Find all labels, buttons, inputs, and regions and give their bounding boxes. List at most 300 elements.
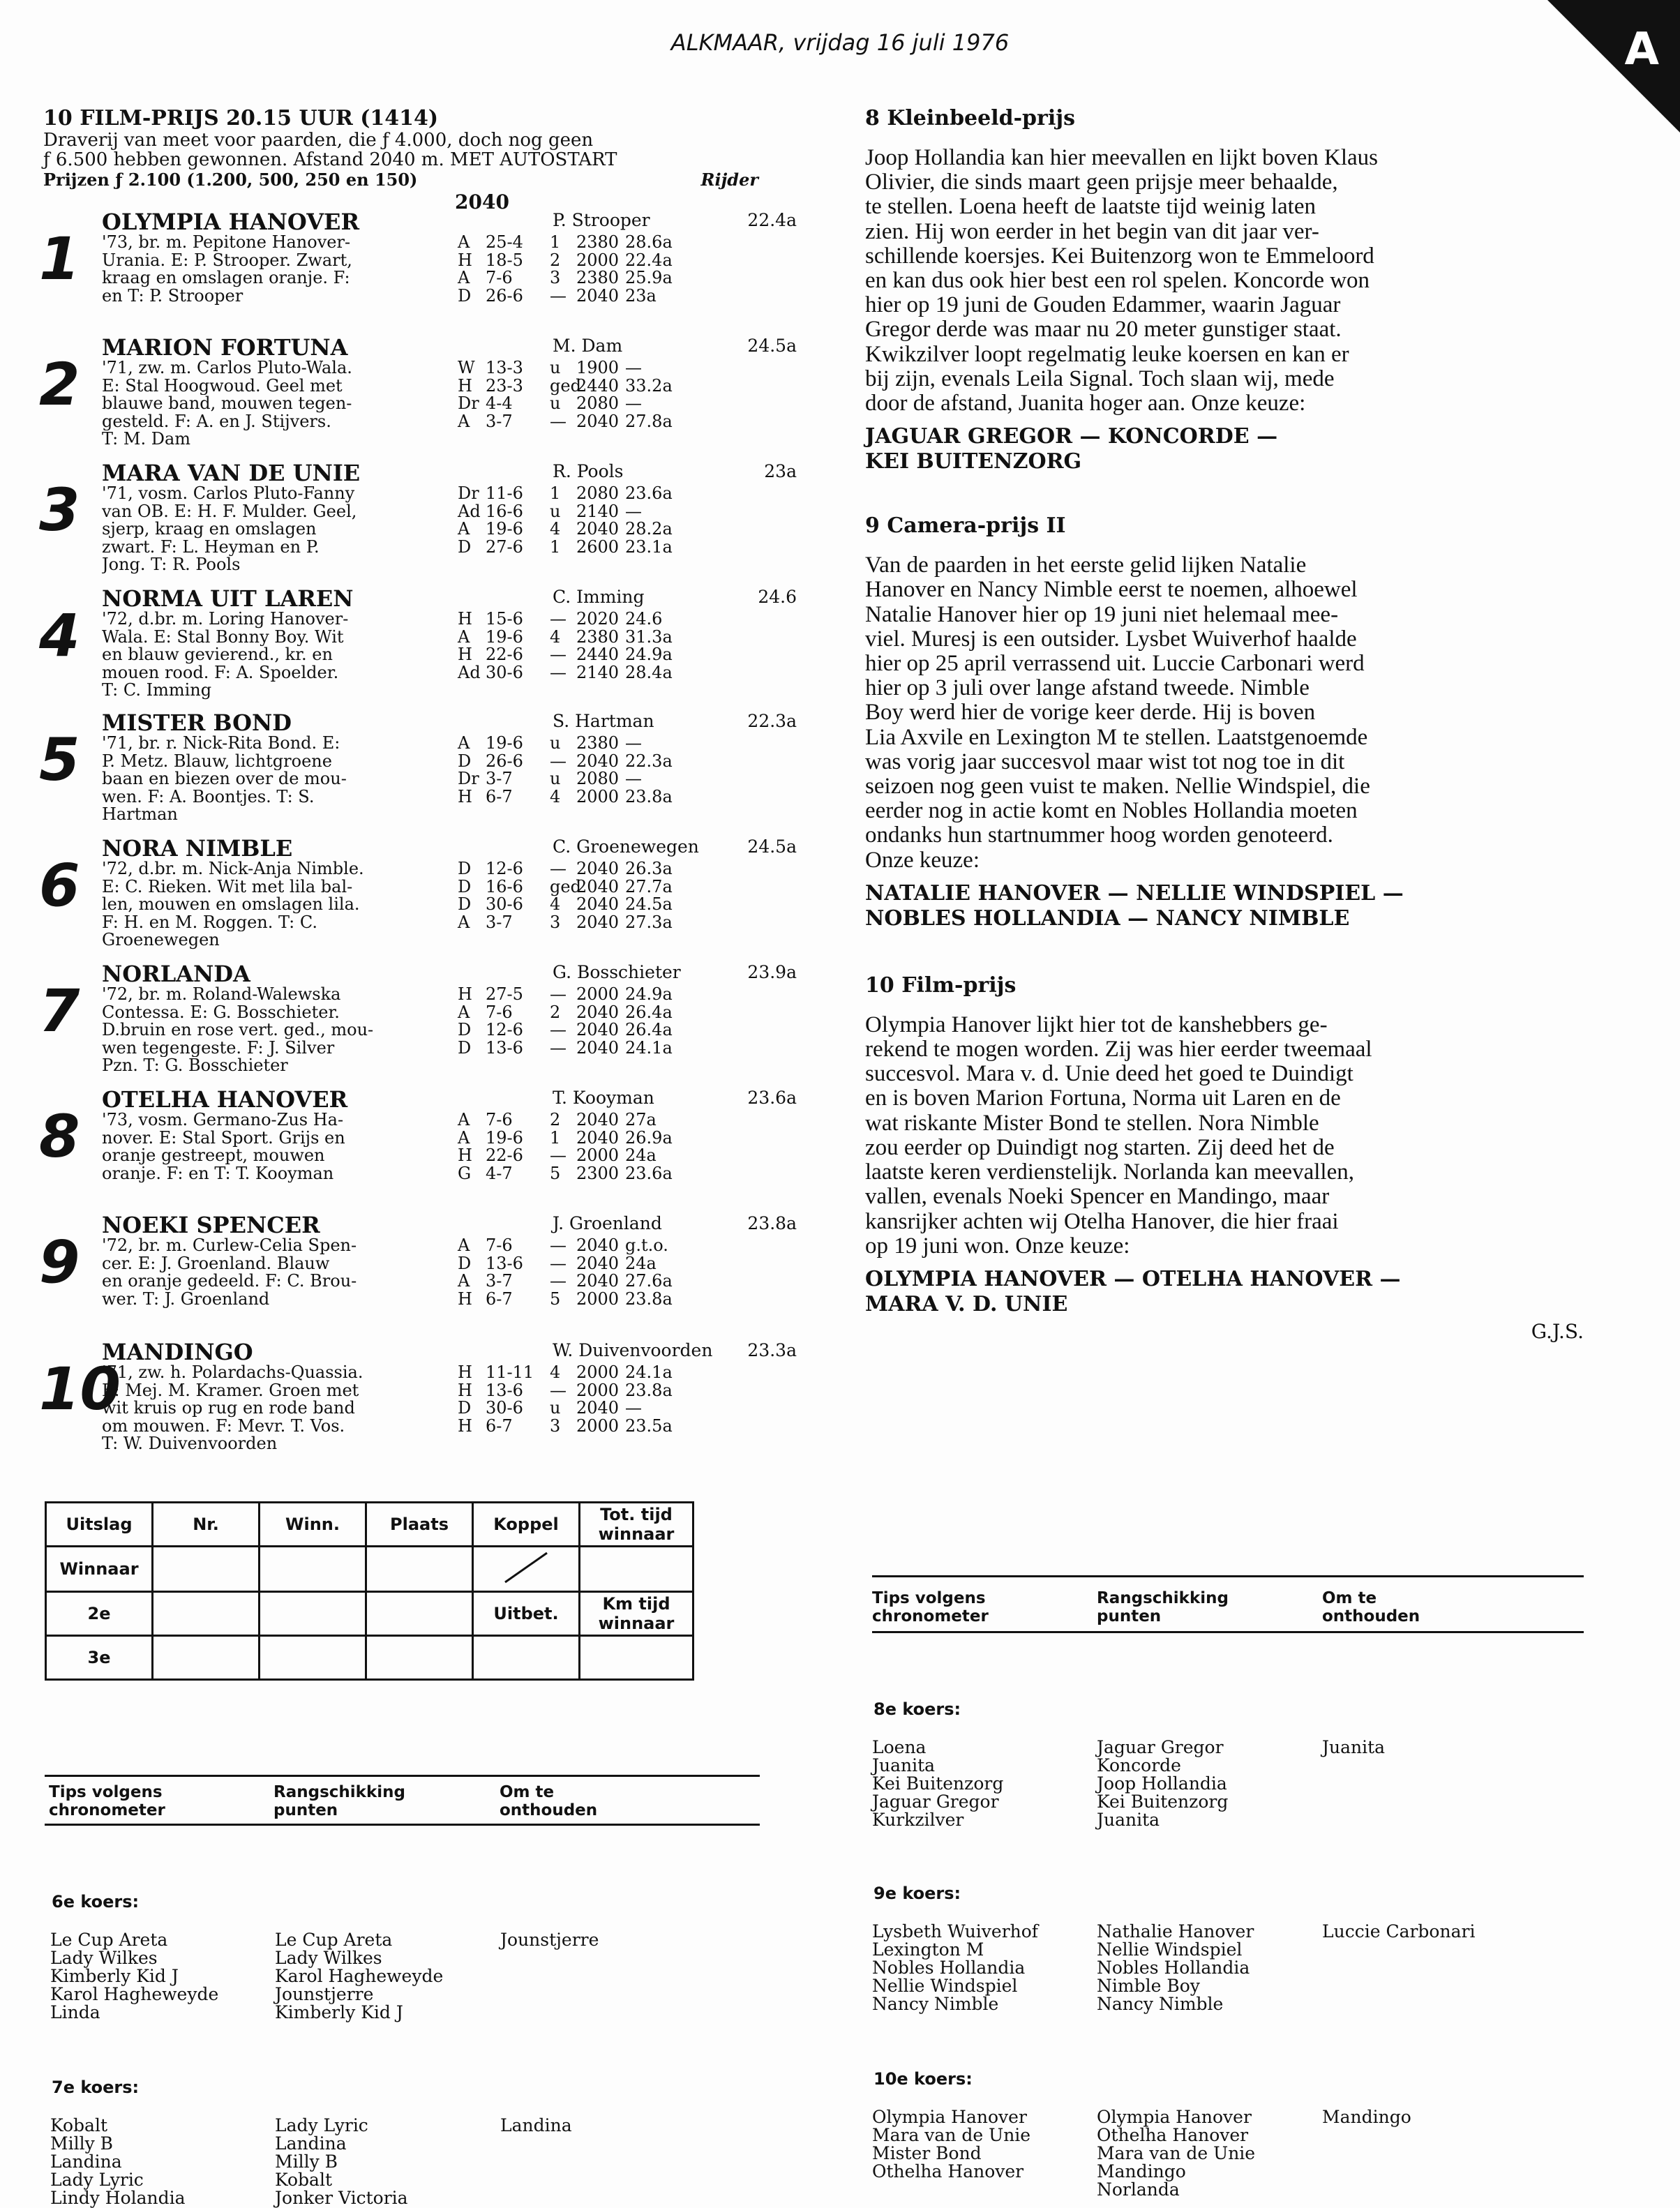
- article-line: wat riskante Mister Bond te stellen. Nora Nimble: [865, 1110, 1319, 1136]
- start-number: 5: [39, 726, 80, 794]
- result-row-label: 3e: [46, 1636, 153, 1680]
- description-line: baan en biezen over de mou-: [102, 770, 347, 788]
- tip-horse: Mister Bond: [872, 2143, 982, 2163]
- run-row: [458, 735, 800, 753]
- description-line: '71, zw. m. Carlos Pluto-Wala.: [102, 359, 352, 377]
- description-line: P. Metz. Blauw, lichtgroene: [102, 752, 332, 770]
- tip-horse: Kei Buitenzorg: [872, 1773, 1004, 1794]
- tip-horse: Mara van de Unie: [1097, 2143, 1256, 2163]
- description-line: nover. E: Stal Sport. Grijs en: [102, 1129, 345, 1147]
- description-line: Jong. T: R. Pools: [102, 556, 241, 574]
- article-line: Van de paarden in het eerste gelid lijken Natalie: [865, 553, 1307, 578]
- article-picks: [865, 424, 1584, 474]
- result-header: Winn.: [260, 1503, 366, 1547]
- description-line: gesteld. F: A. en J. Stijvers.: [102, 412, 331, 430]
- run-cell: 23.1a: [625, 536, 673, 557]
- tip-horse: Koncorde: [1097, 1755, 1181, 1775]
- run-cell: 1900: [576, 358, 620, 377]
- tip-horse: Lysbeth Wuiverhof: [872, 1921, 1039, 1942]
- run-cell: D: [458, 285, 472, 306]
- run-cell: 27.8a: [625, 411, 673, 431]
- article-line: laatste keren verdienstelijk. Norlanda kan meevallen,: [865, 1159, 1354, 1185]
- article-line: Gregor derde was maar nu 20 meter gunstiger staat.: [865, 317, 1342, 343]
- run-cell: H: [458, 786, 472, 806]
- race-label: 7e koers:: [52, 2078, 140, 2097]
- run-cell: A: [458, 411, 470, 431]
- tips-punten: [1097, 2108, 1255, 2199]
- run-cell: 7-6: [486, 1236, 513, 1255]
- run-cell: 4: [550, 786, 561, 806]
- run-cell: 24.9a: [625, 645, 673, 664]
- article-line: hier op 25 april verrassend uit. Luccie Carbonari werd: [865, 651, 1365, 677]
- run-cell: H: [458, 645, 472, 664]
- article-line: Joop Hollandia kan hier meevallen en lijkt boven Klaus: [865, 145, 1378, 170]
- article-line: en is boven Marion Fortuna, Norma uit Laren en de: [865, 1086, 1341, 1111]
- race-label: 10e koers:: [873, 2069, 973, 2089]
- description-line: wen tegengeste. F: J. Silver: [102, 1039, 335, 1057]
- run-row: [458, 664, 800, 682]
- description-line: D.bruin en rose vert. ged., mou-: [102, 1021, 374, 1039]
- tip-horse: Othelha Hanover: [872, 2161, 1024, 2181]
- result-row-label: 2e: [46, 1592, 153, 1636]
- run-cell: 30-6: [486, 1398, 523, 1418]
- description-line: Pzn. T: G. Bosschieter: [102, 1057, 288, 1075]
- run-cell: 22.3a: [625, 751, 673, 771]
- run-cell: 2040: [576, 751, 620, 771]
- description-line: en T: P. Strooper: [102, 287, 243, 305]
- recent-runs: [458, 986, 800, 1057]
- uitbet-label: Uitbet.: [473, 1592, 580, 1636]
- tip-horse: Nancy Nimble: [872, 1994, 999, 2014]
- run-cell: H: [458, 1362, 472, 1382]
- run-row: [458, 1382, 800, 1400]
- run-cell: 2040: [576, 912, 620, 932]
- run-cell: A: [458, 912, 470, 932]
- run-cell: u: [550, 393, 561, 413]
- run-cell: 28.4a: [625, 662, 673, 682]
- run-row: [458, 896, 800, 914]
- tips-punten: [275, 2117, 408, 2207]
- description-line: '72, br. m. Curlew-Celia Spen-: [102, 1237, 357, 1255]
- article-line: was vorig jaar succesvol maar wist tot nog toe in dit: [865, 749, 1345, 774]
- result-cell: [153, 1547, 260, 1592]
- record-time: 22.3a: [747, 711, 797, 731]
- horse-description: [102, 610, 493, 700]
- run-row: [458, 1039, 800, 1058]
- tip-horse: Kimberly Kid J: [50, 1966, 179, 1986]
- run-cell: 1: [550, 1127, 561, 1148]
- tip-horse: Kobalt: [275, 2170, 333, 2190]
- recent-runs: [458, 610, 800, 682]
- pick-line: MARA V. D. UNIE: [865, 1291, 1068, 1316]
- tips-chrono: [50, 2117, 186, 2207]
- corner-letter: A: [1624, 24, 1659, 75]
- tip-horse: Kurkzilver: [872, 1810, 964, 1830]
- tip-horse: Lady Lyric: [275, 2115, 368, 2135]
- run-cell: 26.4a: [625, 1002, 673, 1022]
- run-cell: 2040: [576, 876, 620, 896]
- article-line: te stellen. Loena heeft de laatste tijd weinig laten: [865, 194, 1316, 220]
- description-line: T: W. Duivenvoorden: [102, 1435, 278, 1453]
- record-time: 23a: [764, 461, 797, 481]
- description-line: van OB. E: H. F. Mulder. Geel,: [102, 502, 357, 520]
- description-line: en blauw gevierend., kr. en: [102, 646, 333, 664]
- result-cell: [580, 1636, 693, 1680]
- run-cell: 27.6a: [625, 1271, 673, 1291]
- run-cell: 2040: [576, 859, 620, 878]
- run-cell: u: [550, 358, 561, 377]
- run-cell: 26.4a: [625, 1020, 673, 1039]
- article-title: 9 Camera-prijs II: [865, 513, 1066, 539]
- run-cell: 4: [550, 519, 561, 539]
- tip-horse: Jaguar Gregor: [1097, 1737, 1224, 1757]
- tips-onthouden: [500, 2117, 572, 2135]
- run-cell: D: [458, 876, 472, 896]
- run-cell: 3-7: [486, 1271, 513, 1291]
- description-line: '73, br. m. Pepitone Hanover-: [102, 234, 351, 252]
- tip-horse: Milly B: [50, 2133, 114, 2154]
- article-line: en kan dus ook hier best een rol spelen. Koncorde won: [865, 268, 1370, 294]
- article-line: ondanks hun startnummer hoog worden genoteerd.: [865, 823, 1333, 848]
- tips-header-chrono: Tips volgens chronometer: [872, 1589, 989, 1625]
- result-cell: [580, 1547, 693, 1592]
- run-cell: 24.9a: [625, 984, 673, 1004]
- run-cell: 2040: [576, 1253, 620, 1273]
- run-cell: 5: [550, 1289, 561, 1309]
- run-cell: —: [550, 1271, 567, 1291]
- horse-description: [102, 359, 493, 449]
- pick-line: KEI BUITENZORG: [865, 449, 1082, 474]
- run-cell: 4: [550, 626, 561, 647]
- result-cell: [260, 1636, 366, 1680]
- run-cell: 4-7: [486, 1163, 513, 1183]
- run-cell: 24a: [625, 1146, 657, 1165]
- run-cell: D: [458, 1037, 472, 1058]
- run-cell: 1: [550, 536, 561, 557]
- result-row-label: Winnaar: [46, 1547, 153, 1592]
- run-cell: 12-6: [486, 1020, 523, 1039]
- horse-name: NORMA UIT LAREN: [102, 585, 354, 612]
- recent-runs: [458, 1111, 800, 1182]
- run-cell: 2020: [576, 609, 620, 629]
- run-cell: 24a: [625, 1253, 657, 1273]
- article-line: seizoen nog geen vuist te maken. Nellie Windspiel, die: [865, 774, 1370, 799]
- run-cell: —: [550, 1380, 567, 1400]
- run-cell: D: [458, 894, 472, 914]
- run-cell: 7-6: [486, 1110, 513, 1129]
- description-line: '73, vosm. Germano-Zus Ha-: [102, 1111, 344, 1129]
- km-time-label: Km tijd winnaar: [580, 1592, 693, 1636]
- run-cell: 18-5: [486, 250, 523, 270]
- description-line: zwart. F: L. Heyman en P.: [102, 538, 320, 556]
- tip-horse: Nobles Hollandia: [872, 1958, 1026, 1978]
- rider-name: G. Bosschieter: [553, 962, 681, 982]
- run-cell: 11-6: [486, 483, 523, 503]
- run-cell: A: [458, 519, 470, 539]
- description-line: oranje gestreept, mouwen: [102, 1147, 325, 1165]
- divider: [872, 1631, 1584, 1633]
- horse-name: MARA VAN DE UNIE: [102, 460, 361, 486]
- pick-line: NOBLES HOLLANDIA — NANCY NIMBLE: [865, 906, 1350, 931]
- horse-description: [102, 1111, 493, 1182]
- run-cell: 28.2a: [625, 519, 673, 539]
- tip-horse: Kimberly Kid J: [275, 2002, 403, 2022]
- run-cell: —: [550, 285, 567, 306]
- run-cell: H: [458, 1289, 472, 1309]
- run-cell: 16-6: [486, 876, 523, 896]
- rider-record: [553, 711, 797, 732]
- run-row: [458, 269, 800, 287]
- description-line: F: H. en M. Roggen. T: C.: [102, 913, 317, 931]
- run-cell: 2000: [576, 1362, 620, 1382]
- article-line: rekend te mogen worden. Zij was hier eerder tweemaal: [865, 1037, 1372, 1062]
- run-cell: 2000: [576, 1289, 620, 1309]
- description-line: Groenewegen: [102, 931, 220, 949]
- run-cell: 24.1a: [625, 1362, 673, 1382]
- run-cell: D: [458, 751, 472, 771]
- run-cell: 2040: [576, 1110, 620, 1129]
- horse-name: NOEKI SPENCER: [102, 1212, 320, 1238]
- start-number: 10: [39, 1355, 121, 1423]
- run-cell: 22-6: [486, 645, 523, 664]
- recent-runs: [458, 860, 800, 931]
- run-cell: A: [458, 1127, 470, 1148]
- run-cell: g.t.o.: [625, 1236, 668, 1255]
- horse-description: [102, 485, 493, 574]
- run-cell: Dr: [458, 393, 479, 413]
- run-cell: 4: [550, 1362, 561, 1382]
- run-row: [458, 646, 800, 664]
- run-row: [458, 503, 800, 521]
- race-label: 9e koers:: [873, 1884, 961, 1903]
- run-row: [458, 914, 800, 932]
- koppel-slash: [473, 1547, 580, 1592]
- run-cell: 23.6a: [625, 1163, 673, 1183]
- run-cell: 2: [550, 1002, 561, 1022]
- description-line: '71, br. r. Nick-Rita Bond. E:: [102, 735, 340, 753]
- description-line: wen. F: A. Boontjes. T: S.: [102, 788, 315, 806]
- run-cell: 2040: [576, 1271, 620, 1291]
- tips-onthouden: [1322, 2108, 1411, 2126]
- run-cell: H: [458, 250, 472, 270]
- race-desc-line: ƒ 6.500 hebben gewonnen. Afstand 2040 m. MET AUTOSTART: [43, 149, 617, 170]
- article-line: hier op 3 juli over lange afstand tweede. Nimble: [865, 675, 1310, 701]
- run-cell: 2440: [576, 645, 620, 664]
- run-cell: 11-11: [486, 1362, 534, 1382]
- result-cell: [366, 1547, 473, 1592]
- run-row: [458, 359, 800, 377]
- run-cell: 26.3a: [625, 859, 673, 878]
- run-cell: 3: [550, 912, 561, 932]
- article-line: Natalie Hanover hier op 19 juni niet helemaal mee-: [865, 601, 1339, 627]
- description-line: E: C. Rieken. Wit met lila bal-: [102, 878, 353, 896]
- run-cell: 12-6: [486, 859, 523, 878]
- run-cell: 13-6: [486, 1253, 523, 1273]
- tip-horse: Mandingo: [1097, 2161, 1186, 2181]
- divider: [45, 1824, 760, 1826]
- article-line: kansrijker achten wij Otelha Hanover, die hier fraai: [865, 1208, 1339, 1234]
- race-desc-line: Draverij van meet voor paarden, die ƒ 4.000, doch nog geen: [43, 130, 594, 151]
- run-cell: 2000: [576, 1146, 620, 1165]
- description-line: en oranje gedeeld. F: C. Brou-: [102, 1272, 357, 1291]
- run-cell: 31.3a: [625, 626, 673, 647]
- rider-name: P. Strooper: [553, 210, 650, 230]
- tip-horse: Kei Buitenzorg: [1097, 1792, 1229, 1812]
- run-cell: —: [625, 769, 642, 788]
- article-picks: [865, 1267, 1584, 1317]
- record-time: 24.5a: [747, 336, 797, 356]
- run-cell: 27-5: [486, 984, 523, 1004]
- run-cell: 30-6: [486, 894, 523, 914]
- description-line: Hartman: [102, 806, 178, 824]
- result-header: Uitslag: [46, 1503, 153, 1547]
- tips-header-punten: Rangschikking punten: [273, 1783, 405, 1819]
- run-row: [458, 287, 800, 306]
- tip-horse: Othelha Hanover: [1097, 2125, 1249, 2145]
- article-line: door de afstand, Juanita hoger aan. Onze keuze:: [865, 391, 1306, 416]
- tip-horse: Karol Hagheweyde: [275, 1966, 444, 1986]
- run-cell: 2380: [576, 626, 620, 647]
- run-cell: 23.5a: [625, 1415, 673, 1436]
- description-line: E: Mej. M. Kramer. Groen met: [102, 1381, 359, 1399]
- rider-name: W. Duivenvoorden: [553, 1340, 713, 1360]
- run-cell: 33.2a: [625, 375, 673, 396]
- run-cell: —: [550, 1020, 567, 1039]
- run-cell: W: [458, 358, 475, 377]
- result-cell: [260, 1592, 366, 1636]
- run-cell: 2000: [576, 786, 620, 806]
- run-cell: —: [550, 1236, 567, 1255]
- run-cell: 1: [550, 483, 561, 503]
- run-cell: 27.3a: [625, 912, 673, 932]
- run-cell: A: [458, 733, 470, 753]
- run-cell: 23a: [625, 285, 657, 306]
- description-line: om mouwen. F: Mevr. T. Vos.: [102, 1417, 345, 1435]
- run-row: [458, 626, 800, 647]
- result-header: Koppel: [473, 1503, 580, 1547]
- run-cell: 23-3: [486, 375, 523, 396]
- run-cell: 2000: [576, 984, 620, 1004]
- start-number: 6: [39, 851, 80, 919]
- run-cell: 1: [550, 232, 561, 252]
- run-cell: 5: [550, 1163, 561, 1183]
- record-time: 23.9a: [747, 962, 797, 982]
- run-cell: 2: [550, 1110, 561, 1129]
- result-cell: [366, 1592, 473, 1636]
- run-cell: 3-7: [486, 769, 513, 788]
- run-cell: A: [458, 268, 470, 287]
- horse-name: OLYMPIA HANOVER: [102, 209, 360, 235]
- rider-label: Rijder: [700, 170, 758, 190]
- run-row: [458, 536, 800, 557]
- start-number: 4: [39, 601, 80, 670]
- pick-line: OLYMPIA HANOVER — OTELHA HANOVER —: [865, 1266, 1401, 1291]
- recent-runs: [458, 1364, 800, 1435]
- run-cell: 23.8a: [625, 1380, 673, 1400]
- run-cell: D: [458, 859, 472, 878]
- run-cell: u: [550, 1398, 561, 1418]
- race-card: [39, 106, 797, 1453]
- run-cell: 4: [550, 894, 561, 914]
- description-line: wer. T: J. Groenland: [102, 1290, 270, 1308]
- run-cell: 2380: [576, 268, 620, 287]
- run-row: [458, 1399, 800, 1418]
- article-title: 10 Film-prijs: [865, 972, 1017, 998]
- run-row: [458, 860, 800, 878]
- race-description: [43, 130, 758, 170]
- run-row: [458, 395, 800, 413]
- run-cell: ged: [550, 375, 581, 396]
- article-line: Onze keuze:: [865, 847, 980, 873]
- tip-horse: Nathalie Hanover: [1097, 1921, 1254, 1942]
- tip-horse: Olympia Hanover: [872, 2107, 1027, 2127]
- run-cell: 2380: [576, 733, 620, 753]
- run-cell: —: [625, 1398, 642, 1418]
- run-row: [458, 1255, 800, 1273]
- tip-horse: Lindy Holandia: [50, 2188, 186, 2208]
- prizes: [43, 170, 758, 190]
- run-cell: 6-7: [486, 1415, 513, 1436]
- record-time: 24.6: [758, 587, 797, 607]
- description-line: '72, d.br. m. Nick-Anja Nimble.: [102, 860, 364, 878]
- run-cell: D: [458, 1253, 472, 1273]
- tip-horse: Karol Hagheweyde: [50, 1984, 219, 2004]
- description-line: Wala. E: Stal Bonny Boy. Wit: [102, 628, 344, 646]
- tips-header-onthouden: Om te onthouden: [500, 1783, 598, 1819]
- run-cell: 23.6a: [625, 483, 673, 503]
- description-line: T: C. Imming: [102, 682, 212, 700]
- distance: 2040: [455, 190, 509, 213]
- recent-runs: [458, 485, 800, 556]
- description-line: sjerp, kraag en omslagen: [102, 520, 317, 539]
- run-cell: —: [550, 1037, 567, 1058]
- horse-description: [102, 1364, 493, 1453]
- tip-horse: Le Cup Areta: [275, 1930, 393, 1950]
- run-cell: 2040: [576, 1002, 620, 1022]
- run-cell: 22-6: [486, 1146, 523, 1165]
- tip-horse: Nimble Boy: [1097, 1976, 1200, 1996]
- run-cell: ged: [550, 876, 581, 896]
- run-cell: —: [550, 1253, 567, 1273]
- run-row: [458, 788, 800, 806]
- run-cell: 2140: [576, 662, 620, 682]
- description-line: kraag en omslagen oranje. F:: [102, 269, 350, 287]
- rider-name: J. Groenland: [553, 1213, 662, 1233]
- tip-horse: Luccie Carbonari: [1322, 1921, 1476, 1942]
- run-cell: 2080: [576, 483, 620, 503]
- result-table: [45, 1501, 694, 1681]
- start-number: 7: [39, 977, 80, 1045]
- record-time: 24.5a: [747, 836, 797, 857]
- run-cell: 4-4: [486, 393, 513, 413]
- rider-record: [553, 461, 797, 482]
- run-cell: D: [458, 1398, 472, 1418]
- run-cell: —: [550, 751, 567, 771]
- rider-record: [553, 1088, 797, 1109]
- run-cell: 2040: [576, 1236, 620, 1255]
- horse-description: [102, 1237, 493, 1308]
- run-cell: Ad: [458, 501, 481, 521]
- run-cell: D: [458, 536, 472, 557]
- run-cell: 30-6: [486, 662, 523, 682]
- article-line: succesvol. Mara v. d. Unie deed het goed te Duindigt: [865, 1061, 1353, 1087]
- rider-record: [553, 1213, 797, 1234]
- rider-name: T. Kooyman: [553, 1088, 654, 1108]
- run-row: [458, 377, 800, 396]
- run-row: [458, 878, 800, 896]
- run-cell: 13-6: [486, 1380, 523, 1400]
- tip-horse: Lexington M: [872, 1939, 984, 1960]
